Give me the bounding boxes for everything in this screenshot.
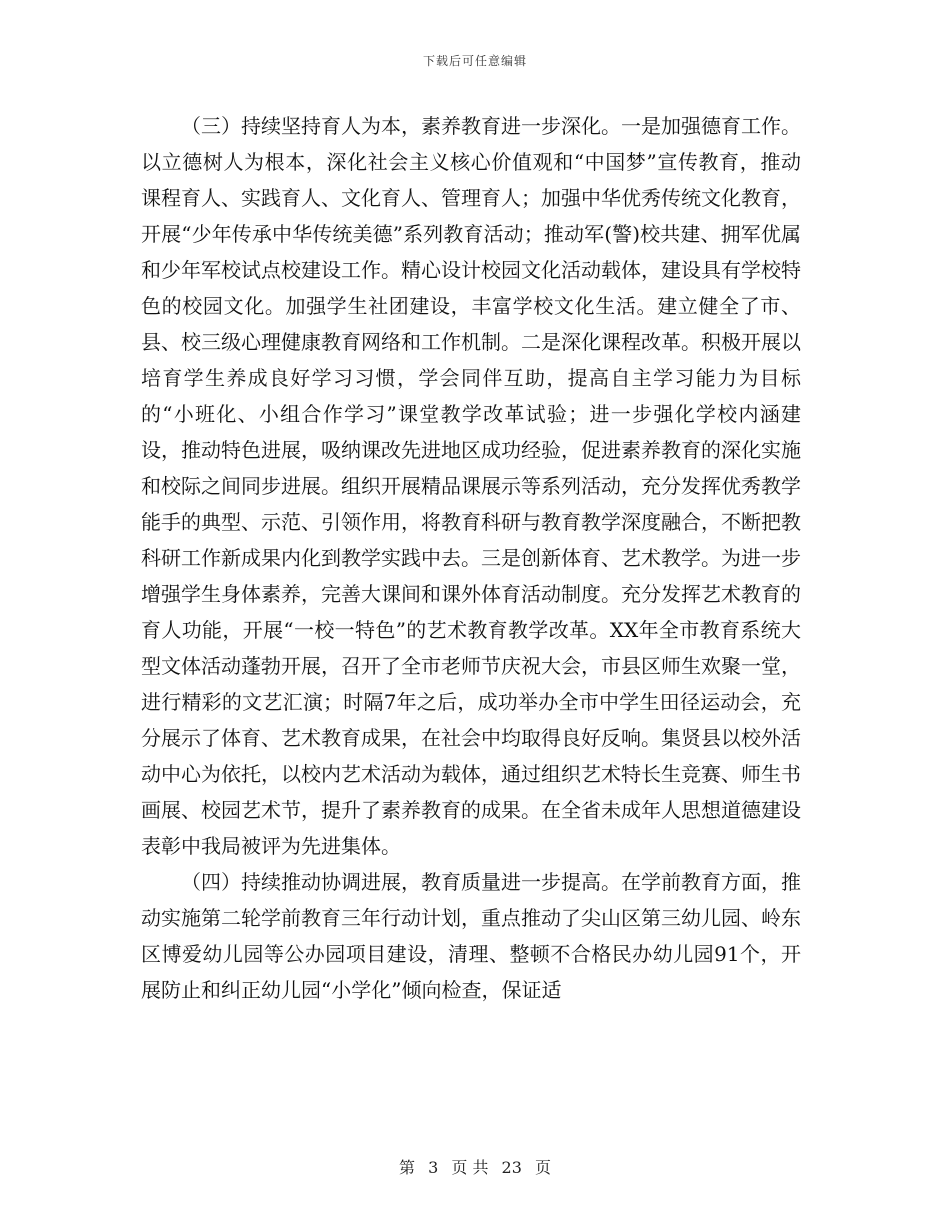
page-header: 下载后可任意编辑 — [422, 54, 527, 68]
footer-middle: 页 共 — [451, 1158, 489, 1177]
paragraph-section-4: （四）持续推动协调进展，教育质量进一步提高。在学前教育方面，推动实施第二轮学前教育三年行动计划，重点推动了尖山区第三幼儿园、岭东区博爱幼儿园等公办园项目建设，清理、整顿不合格民办幼儿园91个，开展防止和纠正幼儿园“小学化”倾向检查，保证适 — [141, 870, 801, 1002]
document-body — [141, 108, 801, 1008]
paragraph-section-3: （三）持续坚持育人为本，素养教育进一步深化。一是加强德育工作。以立德树人为根本，深化社会主义核心价值观和“中国梦”宣传教育，推动课程育人、实践育人、文化育人、管理育人；加强中华优秀传统文化教育，开展“少年传承中华传统美德”系列教育活动；推动军(警)校共建、拥军优属和少年军校试点校建设工作。精心设计校园文化活动载体，建设具有学校特色的校园文化。加强学生社团建设，丰富学校文化生活。建立健全了市、县、校三级心理健康教育网络和工作机制。二是深化课程改革。积极开展以培育学生养成良好学习习惯，学会同伴互助，提高自主学习能力为目标的“小班化、小组合作学习”课堂教学改革试验；进一步强化学校内涵建设，推动特色进展，吸纳课改先进地区成功经验，促进素养教育的深化实施和校际之间同步进展。组织开展精品课展示等系列活动，充分发挥优秀教学能手的典型、示范、引领作用，将教育科研与教育教学深度融合，不断把教科研工作新成果内化到教学实践中去。三是创新体育、艺术教学。为进一步增强学生身体素养，完善大课间和课外体育活动制度。充分发挥艺术教育的育人功能，开展“一校一特色”的艺术教育教学改革。XX年全市教育系统大型文体活动蓬勃开展，召开了全市老师节庆祝大会，市县区师生欢聚一堂，进行精彩的文艺汇演；时隔7年之后，成功举办全市中学生田径运动会，充分展示了体育、艺术教育成果，在社会中均取得良好反响。集贤县以校外活动中心为依托，以校内艺术活动为载体，通过组织艺术特长生竞赛、师生书画展、校园艺术节，提升了素养教育的成果。在全省未成年人思想道德建设表彰中我局被评为先进集体。 — [141, 114, 801, 858]
footer-page-number: 3 — [428, 1158, 439, 1177]
footer-total-pages: 23 — [501, 1158, 522, 1177]
footer-prefix: 第 — [398, 1158, 415, 1177]
footer-suffix: 页 — [535, 1158, 552, 1177]
page-footer — [0, 1155, 950, 1178]
